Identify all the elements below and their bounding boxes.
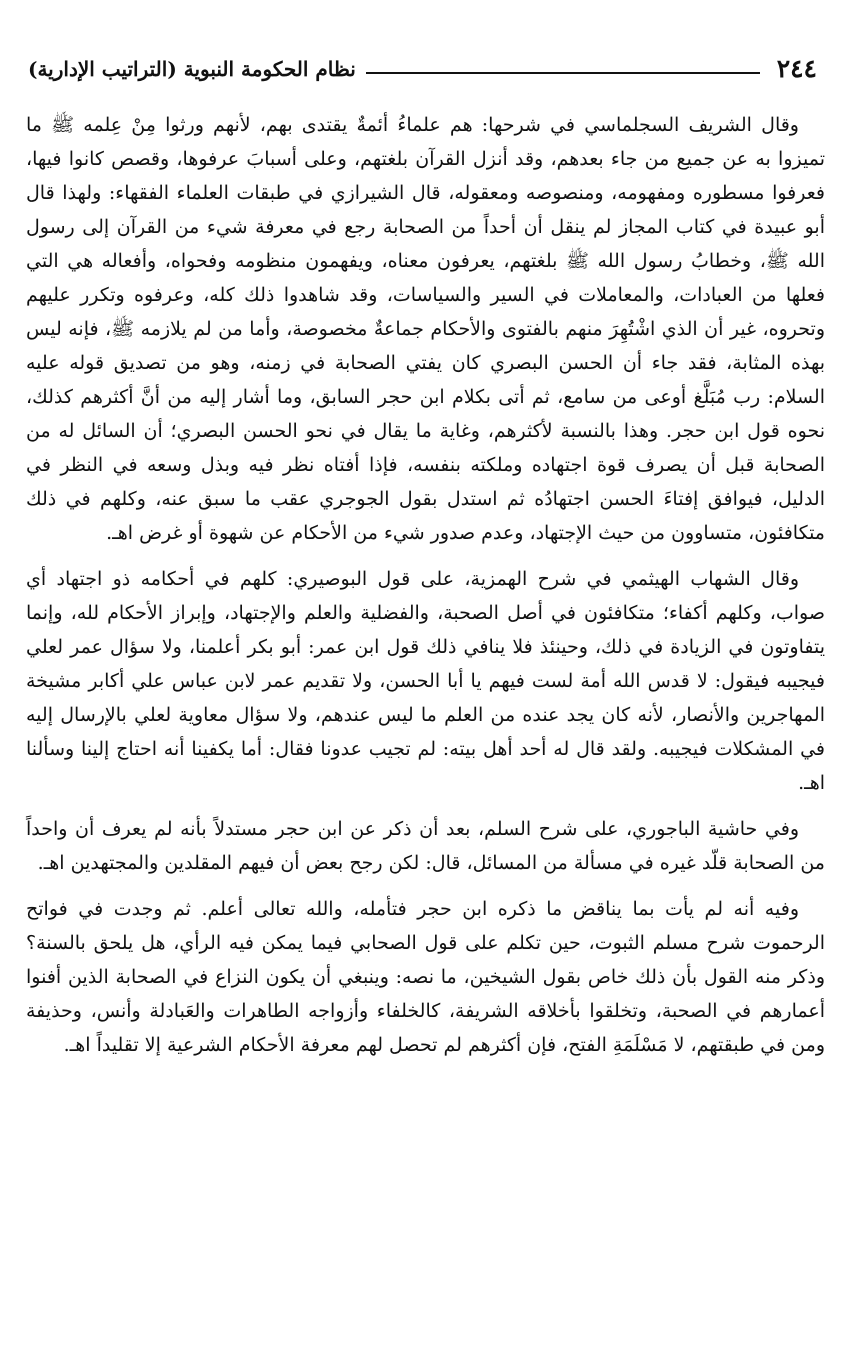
- running-title: نظام الحكومة النبوية (التراتيب الإدارية): [28, 57, 356, 81]
- paragraph-3: وفي حاشية الباجوري، على شرح السلم، بعد أن ذكر عن ابن حجر مستدلاً بأنه لم يعرف أن واحداً من الصحابة قلّد غيره في مسألة من المسائل، قال: لكن رجح بعض أن فيهم المقلدين والمجتهدين اهـ.: [26, 818, 825, 874]
- page-header: [26, 52, 825, 86]
- paragraph-1: وقال الشريف السجلماسي في شرحها: هم علماءُ أئمةٌ يقتدى بهم، لأنهم ورثوا مِنْ عِلمه ﷺ ما تميزوا به عن جميع من جاء بعدهم، وقد أنزل القرآن بلغتهم، وعلى أسبابَ عرفوها، وقصص كانوا فيها، فعرفوا مسطوره ومفهومه، ومنصوصه ومعقوله، قال الشيرازي في طبقات العلماء الفقهاء: ولهذا قال أبو عبيدة في كتاب المجاز لم ينقل أن أحداً من الصحابة رجع في معرفة شيء من القرآن إلى رسول الله ﷺ، وخطابُ رسول الله ﷺ بلغتهم، يعرفون معناه، ويفهمون منظومه وفحواه، وأفعاله هي التي فعلها من العبادات، والمعاملات في السير والسياسات، وقد شاهدوا ذلك كله، وعرفوه وتكرر عليهم وتحروه، غير أن الذي اشْتُهِرَ منهم بالفتوى والأحكام جماعةٌ مخصوصة، وأما من لم يلازمه ﷺ، فإنه ليس بهذه المثابة، فقد جاء أن الحسن البصري كان يفتي الصحابة في زمنه، وهو من تصديق قوله عليه السلام: رب مُبَلَّغ أوعى من سامع، ثم أتى بكلام ابن حجر السابق، وما أشار إليه من أنَّ أكثرهم كذلك، نحوه قول ابن حجر. وهذا بالنسبة لأكثرهم، وغاية ما يقال في نحو الحسن البصري؛ أن السائل له من الصحابة قبل أن يصرف قوة اجتهاده وملكته بنفسه، فإذا أفتاه نظر فيه وبذل وسعه في النظر في الدليل، فيوافق إفتاءَ الحسن اجتهادُه ثم استدل بقول الجوجري عقب ما سبق عنه، وكلهم في ذلك متكافئون، متساوون من حيث الإجتهاد، وعدم صدور شيء من الأحكام عن شهوة أو غرض اهـ.: [26, 114, 825, 544]
- page-body: [26, 108, 825, 1062]
- page-number: ٢٤٤: [776, 54, 817, 83]
- header-rule: [366, 72, 760, 74]
- paragraph-4: وفيه أنه لم يأت بما يناقض ما ذكره ابن حجر فتأمله، والله تعالى أعلم. ثم وجدت في فواتح الرحموت شرح مسلم الثبوت، حين تكلم على قول الصحابي فيما يمكن فيه الرأي، هل يلحق بالسنة؟ وذكر منه القول بأن ذلك خاص بقول الشيخين، ما نصه: وينبغي أن يكون النزاع في الصحابة الذين أفنوا أعمارهم في الصحبة، وتخلقوا بأخلاقه الشريفة، كالخلفاء وأزواجه الطاهرات والعَبادلة وأنس، وحذيفة ومن في طبقتهم، لا مَسْلَمَةِ الفتح، فإن أكثرهم لم تحصل لهم معرفة الأحكام الشرعية إلا تقليداً اهـ.: [26, 898, 825, 1056]
- paragraph-2: وقال الشهاب الهيثمي في شرح الهمزية، على قول البوصيري: كلهم في أحكامه ذو اجتهاد أي صواب، وكلهم أكفاء؛ متكافئون في أصل الصحبة، والفضلية والعلم والإجتهاد، وإبراز الأحكام لله، وإنما يتفاوتون في الزيادة في ذلك، وحينئذ فلا ينافي ذلك قول ابن عمر: أبو بكر أعلمنا، ولا سؤال عمر لعلي فيجيبه فيقول: لا قدس الله أمة لست فيهم يا أبا الحسن، ولا تقديم عمر لابن عباس علي أكابر مشيخة المهاجرين والأنصار، لأنه كان يجد عنده من العلم ما ليس عندهم، ولا سؤال معاوية لعلي بالإرسال إليه في المشكلات فيجيبه. ولقد قال له أحد أهل بيته: لم تجيب عدونا فقال: أما يكفينا أنه احتاج إلينا وسألنا اهـ.: [26, 568, 825, 794]
